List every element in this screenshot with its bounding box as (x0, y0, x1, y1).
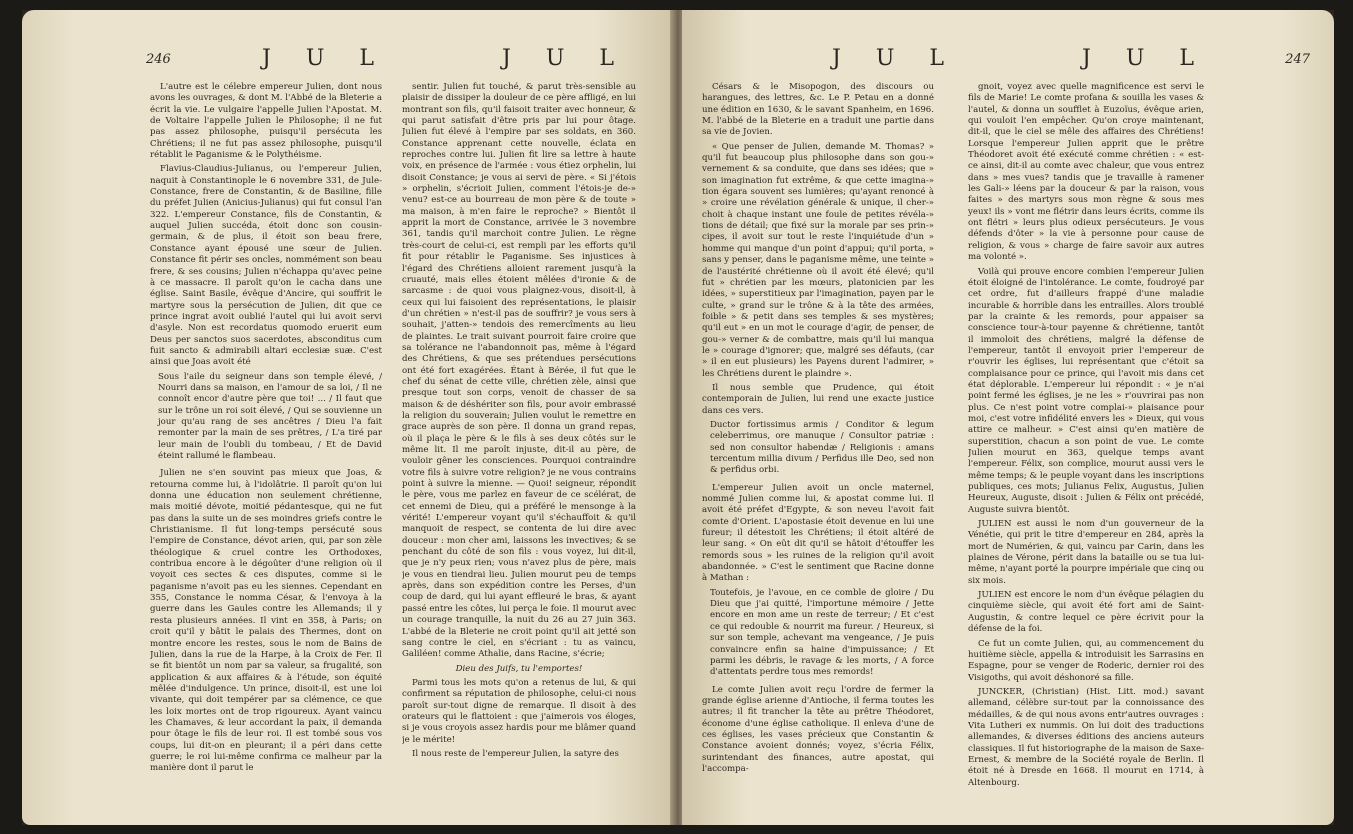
paragraph: JULIEN est encore le nom d'un évêque pélagien du cinquième siècle, qui avoit été fort ami de Saint-Augustin, & contre lequel ce père écrivit pour la défense de la foi. (968, 590, 1204, 635)
verse-quotation: Toutefois, je l'avoue, en ce comble de gloire / Du Dieu que j'ai quitté, l'importune mémoire / Jette encore en mon ame un reste de terreur; / Et c'est ce qui redouble & nourrit ma fureur. / Heureux, si sur son temple, achevant ma vengeance, / Je puis convaincre enfin sa haine d'impuissance; / Et parmi les débris, le ravage & les morts, / A force d'attentats perdre tous mes remords! (710, 587, 934, 678)
paragraph: JUNCKER, (Christian) (Hist. Litt. mod.) savant allemand, célèbre sur-tout par la connoissance des médailles, & de qui nous avons entr'autres ouvrages : Vita Lutheri ex nummis. On lui doit des traductions allemandes, & diverses éditions des anciens auteurs classiques. Il fut historiographe de la maison de Saxe-Ernest, & membre de la Société royale de Berlin. Il étoit né à Dresde en 1668. Il mourut en 1714, à Altenbourg. (968, 686, 1204, 788)
paragraph: Césars & le Misopogon, des discours ou harangues, des lettres, &c. Le P. Petau en a donné une édition en 1630, & le savant Spanheim, en 1696. M. l'abbé de la Bleterie en a traduit une partie dans sa vie de Jovien. (702, 82, 934, 138)
paragraph: sentir. Julien fut touché, & parut très-sensible au plaisir de dissiper la douleur de ce père affligé, en lui montrant son fils, qu'il faisoit traiter avec honneur, & qui parut satisfait d'être pris par lui pour ôtage. Julien fut élevé à l'empire par ses soldats, en 360. Constance apprenant cette nouvelle, éclata en reproches contre lui. Julien fit lire sa lettre à haute voix, en présence de l'armée : vous étiez orphelin, lui disoit Constance; je vous ai servi de père. « Si j'étois » orphelin, s'écrioit Julien, comment l'étois-je de-» venu? est-ce au bourreau de mon père & de toute » ma maison, à m'en faire le reproche? » Bientôt il apprit la mort de Constance, arrivée le 3 novembre 361, tandis qu'il marchoit contre Julien. Le règne très-court de celui-ci, est rempli par les efforts qu'il fit pour rétablir le Paganisme. Ses injustices à l'égard des Chrétiens alloient rarement jusqu'à la cruauté, mais elles étoient mêlées d'ironie & de sarcasme : de quoi vous plaignez-vous, disoit-il, à ceux qui lui faisoient des représentations, le plaisir d'un chrétien » n'est-il pas de souffrir? je vous sers à souhait, j'atten-» tendois des remercîments au lieu de plaintes. Le trait suivant pourroit faire croire que sa tolérance ne l'abandonnoit pas, même à l'égard des Chrétiens, & que ses prétendues persécutions ont été fort exagérées. Étant à Bérée, il fut que le chef du sénat de cette ville, chrétien zèle, ainsi que presque tout son corps, venoit de chasser de sa maison & de déshériter son fils, pour avoir embrassé la religion du souverain; Julien voulut le remettre en grace auprès de son père. Il donna un grand repas, où il plaça le père & le fils à ses deux côtés sur le même lit. Il me paroît injuste, dit-il au père, de vouloir gêner les consciences. Pourquoi contraindre votre fils à suivre votre religion? je ne vous contrains point à suivre la mienne. — Quoi! seigneur, répondit le père, vous me parlez en faveur de ce scélérat, de cet ennemi de Dieu, qui a préféré le mensonge à la vérité! L'empereur voyant qu'il s'échauffoit & qu'il manquoit de respect, se contenta de lui dire avec douceur : mon cher ami, laissons les invectives; & se penchant du côté de son fils : vous voyez, lui dit-il, que je n'y peux rien; vous n'avez plus de père, mais je vous en tiendrai lieu. Julien mourut peu de temps après, dans son expédition contre les Perses, d'un coup de dard, qui lui ayant effleuré le bras, & ayant passé entre les côtes, lui perça le foie. Il mourut avec un courage tranquille, la nuit du 26 au 27 juin 363. L'abbé de la Bleterie ne croit point qu'il ait jetté son sang contre le ciel, en s'écriant : tu as vaincu, Galiléen! comme Athalie, dans Racine, s'écrie; (402, 82, 636, 660)
paragraph: Il nous reste de l'empereur Julien, la satyre des (412, 748, 619, 759)
paragraph: Julien ne s'en souvint pas mieux que Joas, & retourna comme lui, à l'idolâtrie. Il paroît qu'on lui donna une éducation non seulement chrétienne, mais moitié dévote, moitié pédantesque, qui ne fut pas dans la suite un de ses moindres griefs contre le Christianisme. Il fut long-temps persécuté sous l'empire de Constance, dévot arien, qui, par son zèle théologique & cruel contre les Orthodoxes, contribua encore à le dégoûter d'une religion où il voyoit ces sectes & ces disputes, comme si le paganisme n'avoit pas eu les siennes. Cependant en 355, Constance le nomma César, & l'envoya à la guerre dans les Gaules contre les Allemands; il y resta plusieurs années. Il vint en 358, à Paris; on croit qu'il y bâtit le palais des Thermes, dont on montre encore les restes, sous le nom de Bains de Julien, dans la rue de la Harpe, à la Croix de Fer. Il se fit bientôt un nom par sa valeur, sa frugalité, son application & aux affaires & à l'étude, son équité mêlée d'indulgence. Un prince, disoit-il, est une loi vivante, qui doit tempérer par sa clémence, ce que les loix mortes ont de trop rigoureux. Ayant vaincu les Chamaves, & leur accordant la paix, il demanda pour ôtage le fils de leur roi. Il est tombé sous vos coups, lui dit-on en pleurant; il a péri dans cette guerre; le roi lui-même confirma ce malheur par la manière dont il parut le (150, 468, 382, 774)
running-head: J U L (502, 46, 628, 71)
paragraph: Parmi tous les mots qu'on a retenus de lui, & qui confirment sa réputation de philosophe, celui-ci nous paroît sur-tout digne de remarque. Il disoit à des orateurs qui le flattoient : que j'aimerois vos éloges, si je vous croyois assez hardis pour me blâmer quand je le mérite! (402, 677, 636, 745)
paragraph: Voilà qui prouve encore combien l'empereur Julien étoit éloigné de l'intolérance. Le comte, foudroyé par cet ordre, fut d'ailleurs frappé d'une maladie incurable & horrible dans les entrailles. Alors troublé par la crainte & les remords, pour appaiser sa conscience tour-à-tour payenne & chrétienne, tantôt il immoloit des chrétiens, malgré la défense de l'empereur, tantôt il envoyoit prier l'empereur de r'ouvrir les églises, lui représentant que c'étoit sa complaisance pour ce prince, qui l'avoit mis dans cet état déplorable. L'empereur lui répondit : « je n'ai point fermé les églises, je ne les » r'ouvrirai pas non plus. Ce n'est point votre complai-» plaisance pour moi, c'est votre infidélité envers les » Dieux, qui vous attire ce malheur. » C'est ainsi qu'en matière de superstition, chacun a son point de vue. Le comte Julien mourut en 363, quelque temps avant l'empereur. Félix, son complice, mourut aussi vers le même temps; & le peuple voyant dans les inscriptions publiques, ces mots; Julianus Felix, Augustus, Julien Heureux, Auguste, disoit : Julien & Félix ont précédé, Auguste suivra bientôt. (968, 266, 1204, 515)
verse-quotation: Dieu des Juifs, tu l'emportes! (455, 663, 583, 674)
paragraph: « Que penser de Julien, demande M. Thomas? » qu'il fut beaucoup plus philosophe dans son gou-» vernement & sa conduite, que dans ses idées; que » son imagination fut extrême, & que cette imagina-» tion égara souvent ses lumières; qu'ayant renoncé à » croire une révélation générale & unique, il cher-» choit à chaque instant une foule de petites révéla-» tions de détail; que fixé sur la morale par ses prin-» cipes, il avoit sur tout le reste l'inquiétude d'un » homme qui manque d'un point d'appui; qu'il porta, » sans y penser, dans le paganisme même, une teinte » de l'austérité chrétienne où il avoit été élevé; qu'il fut » chrétien par les mœurs, platonicien par les idées, » superstitieux par l'imagination, payen par le culte, » grand sur le trône & à la tête des armées, foible » & petit dans ses temples & ses mystères; qu'il eut » en un mot le courage d'agir, de penser, de gou-» verner & de combattre, mais qu'il lui manqua le » courage d'ignorer; que, malgré ses défauts, (car » il en eut plusieurs) les Payens durent l'admirer, » les Chrétiens durent le plaindre ». (702, 141, 934, 379)
text-column-2 (968, 82, 1204, 813)
left-page (22, 10, 674, 825)
paragraph: L'autre est le célebre empereur Julien, dont nous avons les ouvrages, & dont M. l'Abbé de la Bleterie a écrit la vie. Le vulgaire l'appelle Julien l'Apostat. M. de Voltaire l'appelle Julien le Philosophe; il ne fut pas assez philosophe, puisqu'il persécuta les Chrétiens; il ne fut pas assez philosophe, puisqu'il rétablit le Paganisme & le Polythéisme. (150, 82, 382, 161)
paragraph: Il nous semble que Prudence, qui étoit contemporain de Julien, lui rend une exacte justice dans ces vers. (702, 382, 934, 416)
text-column-1 (150, 82, 382, 813)
book-spread (22, 10, 1334, 825)
paragraph: Le comte Julien avoit reçu l'ordre de fermer la grande église arienne d'Antioche, il ferma toutes les autres; il fit trancher la tête au prêtre Théodoret, économe d'une église catholique. Il enleva d'une de ces églises, les vases précieux que Constantin & Constance avoient donnés; voyez, s'écria Félix, surintendant des finances, autre apostat, qui l'accompa- (702, 684, 934, 774)
text-column-1 (702, 82, 934, 813)
verse-quotation: Sous l'aile du seigneur dans son temple élevé, / Nourri dans sa maison, en l'amour de sa loi, / Il ne connoît encor d'autre père que toi! ... / Il faut que sur le trône un roi soit élevé, / Qui se souvienne un jour qu'au rang de ses ancêtres / Dieu l'a fait remonter par la main de ses prêtres, / L'a tiré par leur main de l'oubli du tombeau, / Et de David éteint rallumé le flambeau. (158, 371, 382, 461)
text-column-2 (402, 82, 636, 813)
paragraph: L'empereur Julien avoit un oncle maternel, nommé Julien comme lui, & apostat comme lui. Il avoit été préfet d'Egypte, & son neveu l'avoit fait comte d'Orient. L'apostasie étoit devenue en lui une fureur; il détestoit les Chrétiens; il étoit altéré de leur sang. « On eût dit qu'il se hâtoit d'étouffer les remords sous » les ruines de la religion qu'il avoit abandonnée. » C'est le sentiment que Racine donne à Mathan : (702, 482, 934, 584)
running-head: J U L (262, 46, 388, 71)
verse-quotation: Ductor fortissimus armis / Conditor & legum celeberrimus, ore manuque / Consultor patriæ : sed non consultor habendæ / Religionis : amans tercentum millia divum / Perfidus ille Deo, sed non & perfidus orbi. (710, 419, 934, 476)
running-head: J U L (832, 46, 958, 71)
running-head: J U L (1082, 46, 1208, 71)
paragraph: gnoit, voyez avec quelle magnificence est servi le fils de Marie! Le comte profana & souilla les vases & l'autel, & donna un soufflet à Euzoïus, évêque arien, qui vouloit l'en empêcher. Qu'on croye maintenant, dit-il, que le ciel se mêle des affaires des Chrétiens! Lorsque l'empereur Julien apprit que le prêtre Théodoret avoit été exécuté comme chrétien : « est-ce ainsi, dit-il au comte avec chaleur, que vous entrez dans » mes vues? tandis que je travaille à ramener les Gali-» léens par la douceur & par la raison, vous faites » des martyrs sous mon règne & sous mes yeux! ils » vont me flétrir dans leurs écrits, comme ils ont flétri » leurs plus odieux persécuteurs. Je vous défends d'ôter » la vie à personne pour cause de religion, & vous » charge de faire savoir aux autres ma volonté ». (968, 82, 1204, 263)
paragraph: Flavius-Claudius-Julianus, ou l'empereur Julien, naquit à Constantinople le 6 novembre 331, de Jule-Constance, frere de Constantin, & de Basiline, fille du préfet Julien (Anicius-Julianus) qui fut consul l'an 322. L'empereur Constance, fils de Constantin, & auquel Julien succéda, étoit donc son cousin-germain, & de plus, il étoit son beau frere, Constance ayant épousé une sœur de Julien. Constance fit périr ses oncles, nommément son beau frere, & ses cousins; Julien n'échappa qu'avec peine à ce massacre. Il paroît qu'on le cacha dans une église. Saint Basile, évêque d'Ancire, qui souffrit le martyre sous la persécution de Julien, dit que ce prince ingrat avoit oublié l'autel qui lui avoit servi d'asyle. Non est recordatus quomodo eruerit eum Deus per sanctos suos sacerdotes, absconditus cum fuit sancto & admirabili altari ecclesiæ suæ. C'est ainsi que Joas avoit été (150, 164, 382, 368)
paragraph: JULIEN est aussi le nom d'un gouverneur de la Vénétie, qui prit le titre d'empereur en 284, après la mort de Numérien, & qui, vaincu par Carin, dans les plaines de Vérone, périt dans la bataille ou se tua lui-même, n'ayant porté la pourpre impériale que cinq ou six mois. (968, 519, 1204, 586)
right-page (682, 10, 1334, 825)
paragraph: Ce fut un comte Julien, qui, au commencement du huitième siècle, appella & introduisit les Sarrasins en Espagne, pour se venger de Roderic, dernier roi des Visigoths, qui avoit déshonoré sa fille. (968, 638, 1204, 683)
page-number: 246 (146, 52, 171, 67)
page-number: 247 (1285, 52, 1310, 67)
